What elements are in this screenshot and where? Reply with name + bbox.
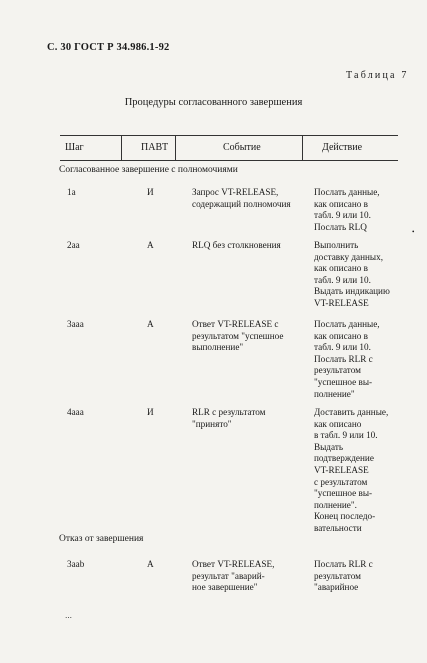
event-line: Ответ VT-RELEASE с	[192, 319, 279, 329]
column-divider	[121, 136, 122, 160]
action-line: "успешное вы-	[314, 376, 373, 387]
event-line: RLR с результатом	[192, 407, 266, 417]
action-line: доставку данных,	[314, 251, 383, 262]
action-line: Конец последо-	[314, 511, 376, 522]
action-line: вательности	[314, 522, 362, 533]
column-header-event: Событие	[223, 142, 261, 153]
action-line: Послать RLQ	[314, 221, 367, 232]
table-label: Таблица 7	[346, 70, 409, 81]
row-pavt: И	[147, 187, 154, 197]
action-line: табл. 9 или 10.	[314, 210, 371, 221]
action-line: результатом	[314, 365, 361, 376]
action-line: как описано в	[314, 263, 369, 274]
row-event	[192, 559, 292, 594]
action-line: в табл. 9 или 10.	[314, 430, 378, 441]
row-pavt: А	[147, 319, 154, 329]
action-line: Послать данные,	[314, 319, 380, 329]
event-line: результатом "успешное	[192, 330, 284, 341]
action-line: Доставить данные,	[314, 407, 389, 417]
row-event	[192, 407, 292, 430]
row-action	[314, 187, 404, 233]
action-line: "аварийное	[314, 582, 359, 593]
row-action	[314, 559, 404, 594]
section-heading: Согласованное завершение с полномочиями	[59, 165, 238, 175]
row-step: 2аа	[67, 240, 80, 250]
column-header-action: Действие	[322, 142, 363, 153]
action-line: Послать данные,	[314, 187, 380, 197]
table-top-rule	[60, 135, 398, 136]
action-line: "успешное вы-	[314, 488, 373, 499]
action-line: Выдать	[314, 441, 344, 452]
row-action	[314, 319, 404, 400]
row-step: 4ааа	[67, 407, 84, 417]
event-line: содержащий полномочия	[192, 198, 291, 209]
action-line: VT-RELEASE	[314, 464, 369, 475]
column-divider	[175, 136, 176, 160]
action-line: Выполнить	[314, 240, 359, 250]
action-line: Послать RLR с	[314, 559, 373, 569]
column-header-pavt: ПАВТ	[141, 142, 169, 153]
action-line: табл. 9 или 10.	[314, 274, 371, 285]
row-pavt: И	[147, 407, 154, 417]
action-line: как описано в	[314, 330, 369, 341]
event-line: выполнение"	[192, 342, 244, 353]
section-heading: Отказ от завершения	[59, 534, 144, 544]
action-line: Послать RLR с	[314, 353, 373, 364]
row-step: 3ааb	[67, 559, 85, 569]
row-event	[192, 240, 292, 252]
column-header-step: Шаг	[65, 142, 84, 153]
action-line: результатом	[314, 570, 361, 581]
row-pavt: А	[147, 559, 154, 569]
row-action	[314, 407, 404, 535]
action-line: как описано	[314, 418, 362, 429]
event-line: ное завершение"	[192, 582, 258, 593]
event-line: результат "аварий-	[192, 570, 265, 581]
scan-speck: •	[412, 228, 415, 236]
row-step: 1а	[67, 187, 76, 197]
action-line: VT-RELEASE	[314, 297, 369, 308]
action-line: табл. 9 или 10.	[314, 342, 371, 353]
action-line: как описано в	[314, 198, 369, 209]
table-title: Процедуры согласованного завершения	[124, 97, 303, 108]
page-header: С. 30 ГОСТ Р 34.986.1-92	[47, 42, 170, 53]
action-line: полнение".	[314, 499, 357, 510]
row-event	[192, 319, 292, 354]
row-event	[192, 187, 292, 210]
action-line: Выдать индикацию	[314, 286, 390, 297]
action-line: полнение"	[314, 388, 355, 399]
action-line: подтверждение	[314, 453, 374, 464]
event-line: Ответ VT-RELEASE,	[192, 559, 275, 569]
row-pavt: А	[147, 240, 154, 250]
scan-speck: ⋯	[65, 614, 72, 622]
event-line: RLQ без столкновения	[192, 240, 281, 250]
row-step: 3ааа	[67, 319, 84, 329]
event-line: "принято"	[192, 418, 232, 429]
column-divider	[302, 136, 303, 160]
action-line: с результатом	[314, 476, 368, 487]
row-action	[314, 240, 404, 310]
table-header-rule	[60, 160, 398, 161]
event-line: Запрос VT-RELEASE,	[192, 187, 279, 197]
